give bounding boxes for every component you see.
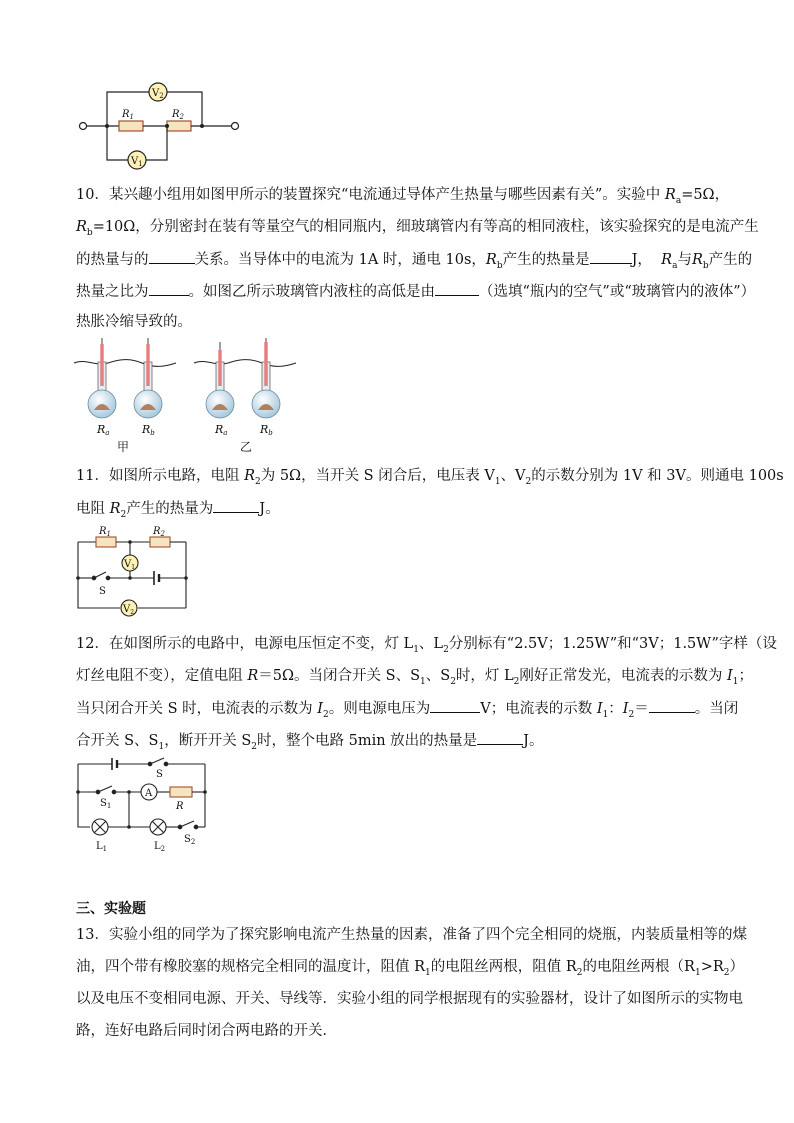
flask-b-yi [252,338,280,418]
figure-flasks [72,336,302,456]
q10-line2: $R_b=10\Omega$，分别密封在装有等量空气的相同瓶内，细玻璃管内有等高的相同液柱，该实验探究的是电流产生 [76,219,759,238]
q10-line4: 热量之比为 。如图乙所示玻璃管内液柱的高低是由 （选填“瓶内的空气”或“玻璃管内的液体”） [76,281,755,302]
answer-blank[interactable] [649,698,695,713]
svg-text:Rb: Rb [142,423,155,437]
q12-line2: 灯丝电阻不变），定值电阻 R＝5Ω。当闭合开关 S、$S_1$、$S_2$时，灯 $L_2$刚好正常发光，电流表的示数为 $I_1$； [76,668,753,687]
q13-line2: 油，四个带有橡胶塞的规格完全相同的温度计，阻值 $R_1$的电阻丝两根，阻值 $R_2$的电阻丝两根$(R_1>R_2)$ [76,959,744,978]
r1-label: $R_1$ [122,109,134,121]
q12-line3: 当只闭合开关 S 时，电流表的示数为 $I_2$。则电源电压为 V；电流表的示数 $I_1$：$I_2=$ 。当闭 [76,698,738,725]
svg-text:S: S [99,586,106,597]
svg-text:乙: 乙 [240,440,253,454]
q11-line1: 11．如图所示电路，电阻 $R_2$为 5Ω，当开关 S 闭合后，电压表 $V_1$、$V_2$的示数分别为 1V 和 3V。则通电 100s [76,468,784,487]
svg-text:R2: $R_2$ [153,526,165,538]
svg-text:V2: $V_2$ [123,604,135,616]
answer-blank[interactable] [590,249,632,264]
figure-top-circuit [74,78,249,173]
figure-q11-circuit [72,526,197,618]
v1-label: $V_1$ [131,156,143,168]
answer-blank[interactable] [430,698,480,713]
answer-blank[interactable] [435,281,479,296]
svg-text:甲: 甲 [117,440,130,454]
q12-line1: 12．在如图所示的电路中，电源电压恒定不变，灯 $L_1$、$L_2$分别标有“2.5V；1.25W”和“3V；1.5W”字样（设 [76,636,777,655]
svg-text:L2: $L_2$ [154,841,166,853]
flask-a-jia [88,338,116,418]
answer-blank[interactable] [213,498,259,513]
q12-line4: 合开关 S、$S_1$，断开开关 $S_2$时，整个电路 5min 放出的热量是 J。 [76,730,544,757]
q13-line1: 13．实验小组的同学为了探究影响电流产生热量的因素，准备了四个完全相同的烧瓶，内装质量相等的煤 [76,927,747,943]
svg-text:S: S [156,769,163,780]
flask-a-yi [206,342,234,418]
answer-blank[interactable] [149,249,195,264]
answer-blank[interactable] [149,281,189,296]
flask-b-jia [134,338,162,418]
svg-text:V1: $V_1$ [124,559,136,571]
svg-text:R: R [176,801,184,812]
answer-blank[interactable] [477,730,523,745]
q10-line3: 的热量与的 关系。当导体中的电流为 1A 时，通电 10s，$R_b$产生的热量是 J， $R_a$与$R_b$产生的 [76,249,752,276]
svg-text:Ra: Ra [97,423,110,437]
svg-text:L1: $L_1$ [96,841,108,853]
svg-text:S2: $S_2$ [184,834,196,846]
section-heading: 三、实验题 [76,901,146,917]
svg-text:Ra: Ra [215,423,228,437]
q13-line4: 路，连好电路后同时闭合两电路的开关． [76,1023,337,1039]
v2-label: $V_2$ [152,88,164,100]
figure-q12-circuit [72,754,212,854]
q11-line2: 电阻 $R_2$产生的热量为 J。 [76,498,280,525]
svg-text:R1: $R_1$ [99,526,111,538]
r2-label: $R_2$ [172,109,184,121]
q10-line5: 热胀冷缩导致的。 [76,314,192,330]
svg-text:A: A [145,788,153,799]
q13-line3: 以及电压不变相同电源、开关、导线等．实验小组的同学根据现有的实验器材，设计了如图所示的实物电 [76,991,743,1007]
svg-text:Rb: Rb [260,423,273,437]
svg-text:S1: $S_1$ [100,798,112,810]
q10-line1: 10．某兴趣小组用如图甲所示的装置探究“电流通过导体产生热量与哪些因素有关”。实验中 $R_a=5\Omega$， [76,187,730,206]
